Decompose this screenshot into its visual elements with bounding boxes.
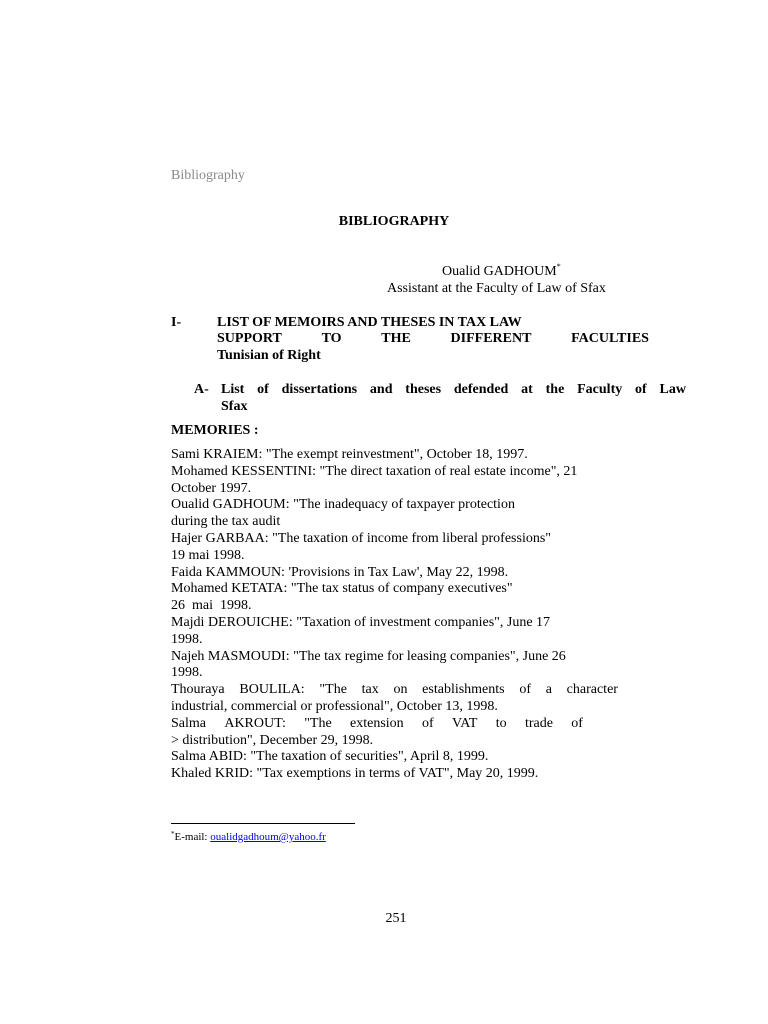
entry-word: Salma: [171, 715, 206, 731]
heading-word: SUPPORT: [217, 331, 282, 346]
entry-word: "The: [304, 715, 332, 731]
entry-text: Oualid GADHOUM: "The inadequacy of taxpayer protection: [171, 497, 515, 513]
entry-word: trade: [524, 715, 553, 731]
list-item-continuation: October 1997.: [171, 480, 252, 496]
list-item-continuation: 1998.: [171, 631, 203, 647]
list-item: [171, 682, 618, 699]
entry-word: "The: [319, 682, 347, 698]
list-item: Khaled KRID: "Tax exemptions in terms of VAT", May 20, 1999.: [171, 766, 539, 782]
entry-word: character: [566, 682, 618, 698]
heading-word: THE: [381, 331, 411, 346]
subsection-letter: A-: [194, 382, 209, 397]
list-item-continuation: > distribution", December 29, 1998.: [171, 732, 374, 748]
heading-word: FACULTIES: [571, 331, 649, 346]
subsection-heading-line-2: Sfax: [221, 399, 248, 414]
document-title: BIBLIOGRAPHY: [338, 214, 450, 229]
entry-word: of: [519, 682, 531, 698]
author-name-text: Oualid GADHOUM: [442, 264, 557, 279]
section-heading-line-3: Tunisian of Right: [217, 348, 321, 363]
section-number: I-: [171, 315, 182, 330]
running-header: Bibliography: [171, 168, 245, 183]
list-item-continuation: 19 mai 1998.: [171, 547, 245, 563]
entry-word: of: [421, 715, 434, 731]
entry-word: of: [571, 715, 583, 731]
footnote-label: E-mail:: [174, 831, 211, 843]
list-item: Faida KAMMOUN: 'Provisions in Tax Law', May 22, 1998.: [171, 564, 509, 580]
section-heading-line-1: LIST OF MEMOIRS AND THESES IN TAX LAW: [217, 315, 522, 330]
heading-word: DIFFERENT: [450, 331, 532, 346]
section-heading-line-2: [217, 331, 649, 347]
footnote: [171, 831, 326, 843]
list-item: Najeh MASMOUDI: "The tax regime for leasing companies", June 26: [171, 648, 566, 664]
list-item-continuation: 1998.: [171, 665, 203, 681]
memories-heading: MEMORIES :: [171, 423, 259, 438]
entry-word: AKROUT:: [224, 715, 286, 731]
heading-word: the: [545, 382, 565, 397]
footnote-divider: [171, 823, 355, 824]
entry-word: to: [495, 715, 507, 731]
entry-word: extension: [350, 715, 404, 731]
list-item-continuation: industrial, commercial or professional", October 13, 1998.: [171, 698, 498, 714]
footnote-marker: *: [556, 262, 561, 271]
heading-word: of: [635, 382, 647, 397]
entry-word: BOULILA:: [239, 682, 305, 698]
heading-word: List: [221, 382, 245, 397]
list-item: [171, 716, 583, 733]
entry-word: a: [545, 682, 552, 698]
subsection-heading-line-1: [221, 382, 686, 398]
entry-word: Thouraya: [171, 682, 225, 698]
list-item: Sami KRAIEM: "The exempt reinvestment", October 18, 1997.: [171, 447, 528, 462]
heading-word: theses: [405, 382, 442, 397]
heading-word: Faculty: [577, 382, 623, 397]
heading-word: defended: [453, 382, 509, 397]
heading-word: and: [369, 382, 393, 397]
heading-word: at: [521, 382, 533, 397]
entry-word: tax: [361, 682, 379, 698]
list-item: Mohamed KESSENTINI: "The direct taxation of real estate income", 21: [171, 463, 578, 479]
list-item: [171, 497, 565, 514]
entry-word: establishments: [422, 682, 505, 698]
email-link[interactable]: oualidgadhoum@yahoo.fr: [210, 831, 326, 843]
heading-word: Law: [659, 382, 686, 397]
list-item-continuation: during the tax audit: [171, 514, 281, 530]
heading-word: dissertations: [281, 382, 358, 397]
author-name: [442, 264, 561, 280]
heading-word: TO: [321, 331, 342, 346]
list-item: Majdi DEROUICHE: "Taxation of investment companies", June 17: [171, 614, 551, 630]
footnote-marker: *: [171, 830, 175, 838]
author-affiliation: Assistant at the Faculty of Law of Sfax: [387, 281, 606, 296]
list-item-continuation: 26 mai 1998.: [171, 598, 252, 614]
entry-word: VAT: [451, 715, 478, 731]
list-item: Mohamed KETATA: "The tax status of company executives": [171, 581, 513, 597]
list-item: Salma ABID: "The taxation of securities", April 8, 1999.: [171, 749, 489, 765]
entry-word: on: [393, 682, 408, 698]
list-item: Hajer GARBAA: "The taxation of income from liberal professions": [171, 530, 552, 546]
bibliography-list: [171, 447, 618, 783]
page-number: 251: [385, 911, 407, 926]
heading-word: of: [257, 382, 269, 397]
